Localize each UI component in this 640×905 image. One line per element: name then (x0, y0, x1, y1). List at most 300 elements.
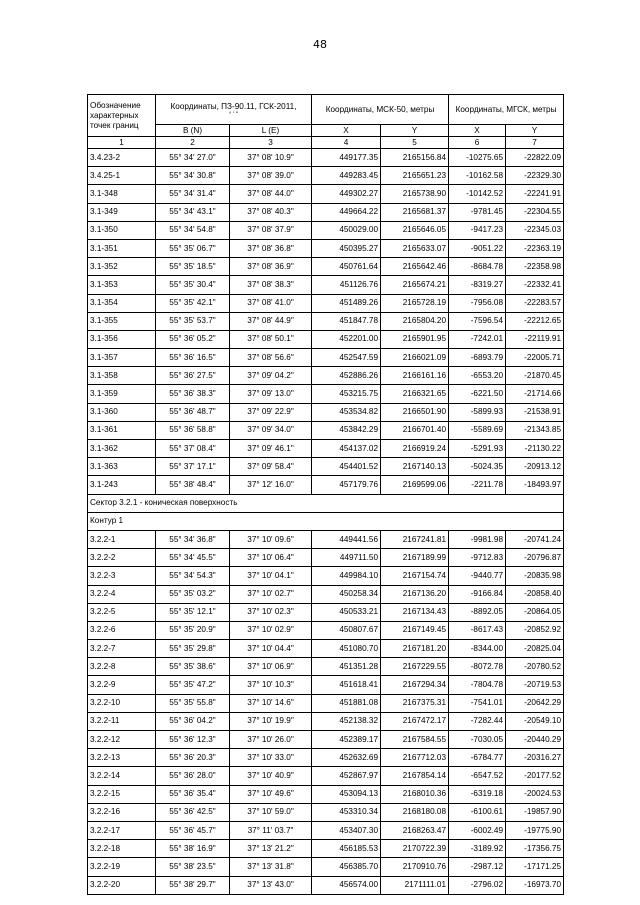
x-mgsk-cell: -7956.08 (449, 294, 506, 312)
longitude-cell: 37° 10' 04.1" (230, 567, 312, 585)
x-mgsk-cell: -2211.78 (449, 476, 506, 494)
point-name-cell: 3.2.2-15 (88, 785, 156, 803)
x-msk50-cell: 449283.45 (312, 167, 381, 185)
x-msk50-cell: 452547.59 (312, 349, 381, 367)
longitude-cell: 37° 10' 04.4" (230, 640, 312, 658)
coordinates-table (87, 94, 564, 895)
point-name-cell: 3.2.2-6 (88, 621, 156, 639)
y-msk50-cell: 2165642.46 (381, 258, 449, 276)
longitude-cell: 37° 13' 43.0" (230, 876, 312, 894)
longitude-cell: 37° 12' 16.0" (230, 476, 312, 494)
x-mgsk-cell: -5589.69 (449, 421, 506, 439)
longitude-cell: 37° 09' 22.9" (230, 403, 312, 421)
x-mgsk-cell: -7804.78 (449, 676, 506, 694)
y-msk50-cell: 2165633.07 (381, 239, 449, 257)
longitude-cell: 37° 08' 44.9" (230, 312, 312, 330)
section-row (88, 512, 564, 530)
table-row (88, 785, 564, 803)
table-row (88, 549, 564, 567)
latitude-cell: 55° 38' 29.7" (156, 876, 230, 894)
y-mgsk-cell: -20024.53 (506, 785, 564, 803)
y-msk50-cell: 2171111.01 (381, 876, 449, 894)
point-name-cell: 3.2.2-9 (88, 676, 156, 694)
point-name-cell: 3.2.2-20 (88, 876, 156, 894)
column-number: 7 (506, 137, 564, 149)
y-msk50-cell: 2165901.95 (381, 330, 449, 348)
y-mgsk-cell: -20741.24 (506, 530, 564, 548)
longitude-cell: 37° 08' 38.3" (230, 276, 312, 294)
y-msk50-cell: 2168010.36 (381, 785, 449, 803)
table-row (88, 276, 564, 294)
y-mgsk-cell: -22329.30 (506, 167, 564, 185)
latitude-cell: 55° 35' 42.1" (156, 294, 230, 312)
table-row (88, 749, 564, 767)
latitude-cell: 55° 35' 53.7" (156, 312, 230, 330)
longitude-cell: 37° 10' 19.9" (230, 712, 312, 730)
y-mgsk-cell: -22304.55 (506, 203, 564, 221)
table-row (88, 421, 564, 439)
x-msk50-cell: 452886.26 (312, 367, 381, 385)
point-name-cell: 3.2.2-19 (88, 858, 156, 876)
longitude-cell: 37° 08' 10.9" (230, 149, 312, 167)
x-mgsk-cell: -6553.20 (449, 367, 506, 385)
latitude-cell: 55° 34' 30.8" (156, 167, 230, 185)
y-msk50-cell: 2167375.31 (381, 694, 449, 712)
y-mgsk-cell: -17356.75 (506, 840, 564, 858)
y-mgsk-cell: -20796.87 (506, 549, 564, 567)
column-number: 1 (88, 137, 156, 149)
latitude-cell: 55° 34' 45.5" (156, 549, 230, 567)
y-mgsk-cell: -20913.12 (506, 458, 564, 476)
x-mgsk-cell: -8319.27 (449, 276, 506, 294)
y-mgsk-cell: -20440.29 (506, 731, 564, 749)
section-row (88, 494, 564, 512)
y-mgsk-cell: -21538.91 (506, 403, 564, 421)
point-name-cell: 3.2.2-5 (88, 603, 156, 621)
y-mgsk-cell: -20780.52 (506, 658, 564, 676)
point-name-cell: 3.1-359 (88, 385, 156, 403)
x-msk50-cell: 453094.13 (312, 785, 381, 803)
longitude-cell: 37° 09' 46.1" (230, 440, 312, 458)
longitude-cell: 37° 08' 39.0" (230, 167, 312, 185)
latitude-cell: 55° 35' 55.8" (156, 694, 230, 712)
latitude-cell: 55° 36' 20.3" (156, 749, 230, 767)
table-row (88, 221, 564, 239)
x-mgsk-cell: -7596.54 (449, 312, 506, 330)
point-name-cell: 3.1-361 (88, 421, 156, 439)
y-msk50-cell: 2165738.90 (381, 185, 449, 203)
latitude-cell: 55° 35' 06.7" (156, 239, 230, 257)
latitude-cell: 55° 35' 47.2" (156, 676, 230, 694)
header-l: L (E) (230, 125, 312, 137)
table-row (88, 640, 564, 658)
section-title: Контур 1 (88, 512, 564, 530)
latitude-cell: 55° 36' 58.8" (156, 421, 230, 439)
table-row (88, 530, 564, 548)
latitude-cell: 55° 35' 12.1" (156, 603, 230, 621)
x-mgsk-cell: -2796.02 (449, 876, 506, 894)
x-mgsk-cell: -9417.23 (449, 221, 506, 239)
table-row (88, 294, 564, 312)
point-name-cell: 3.4.23-2 (88, 149, 156, 167)
y-msk50-cell: 2167154.74 (381, 567, 449, 585)
x-msk50-cell: 456574.00 (312, 876, 381, 894)
column-number: 2 (156, 137, 230, 149)
y-mgsk-cell: -20549.10 (506, 712, 564, 730)
x-mgsk-cell: -7282.44 (449, 712, 506, 730)
latitude-cell: 55° 34' 27.0" (156, 149, 230, 167)
y-msk50-cell: 2167136.20 (381, 585, 449, 603)
x-msk50-cell: 450761.64 (312, 258, 381, 276)
longitude-cell: 37° 10' 09.6" (230, 530, 312, 548)
x-mgsk-cell: -6100.61 (449, 803, 506, 821)
x-msk50-cell: 452632.69 (312, 749, 381, 767)
table-row (88, 476, 564, 494)
point-name-cell: 3.2.2-8 (88, 658, 156, 676)
header-y-msk50: Y (381, 125, 449, 137)
longitude-cell: 37° 08' 56.6" (230, 349, 312, 367)
x-mgsk-cell: -7030.05 (449, 731, 506, 749)
table-row (88, 349, 564, 367)
x-mgsk-cell: -5899.93 (449, 403, 506, 421)
x-msk50-cell: 453842.29 (312, 421, 381, 439)
y-msk50-cell: 2166501.90 (381, 403, 449, 421)
latitude-cell: 55° 36' 42.5" (156, 803, 230, 821)
y-mgsk-cell: -16973.70 (506, 876, 564, 894)
y-msk50-cell: 2165674.21 (381, 276, 449, 294)
y-msk50-cell: 2167472.17 (381, 712, 449, 730)
latitude-cell: 55° 36' 16.5" (156, 349, 230, 367)
latitude-cell: 55° 36' 48.7" (156, 403, 230, 421)
longitude-cell: 37° 10' 02.9" (230, 621, 312, 639)
x-msk50-cell: 450029.00 (312, 221, 381, 239)
column-numbers-row (88, 137, 564, 149)
x-mgsk-cell: -8892.05 (449, 603, 506, 621)
table-row (88, 185, 564, 203)
table-row (88, 167, 564, 185)
x-mgsk-cell: -9781.45 (449, 203, 506, 221)
header-group-pz-label: Координаты, ПЗ-90.11, ГСК-2011, (170, 101, 297, 111)
y-mgsk-cell: -22358.98 (506, 258, 564, 276)
y-msk50-cell: 2168180.08 (381, 803, 449, 821)
longitude-cell: 37° 10' 06.4" (230, 549, 312, 567)
point-name-cell: 3.1-354 (88, 294, 156, 312)
x-msk50-cell: 452867.97 (312, 767, 381, 785)
y-mgsk-cell: -22005.71 (506, 349, 564, 367)
header-x-mgsk: X (449, 125, 506, 137)
x-mgsk-cell: -8072.78 (449, 658, 506, 676)
y-mgsk-cell: -20316.27 (506, 749, 564, 767)
latitude-cell: 55° 34' 43.1" (156, 203, 230, 221)
latitude-cell: 55° 36' 05.2" (156, 330, 230, 348)
x-mgsk-cell: -5291.93 (449, 440, 506, 458)
longitude-cell: 37° 11' 03.7" (230, 821, 312, 839)
x-mgsk-cell: -9440.77 (449, 567, 506, 585)
point-name-cell: 3.1-355 (88, 312, 156, 330)
x-mgsk-cell: -8684.78 (449, 258, 506, 276)
x-msk50-cell: 449302.27 (312, 185, 381, 203)
point-name-cell: 3.1-360 (88, 403, 156, 421)
x-mgsk-cell: -6547.52 (449, 767, 506, 785)
table-row (88, 676, 564, 694)
table-row (88, 621, 564, 639)
x-mgsk-cell: -8617.43 (449, 621, 506, 639)
x-mgsk-cell: -9712.83 (449, 549, 506, 567)
longitude-cell: 37° 10' 14.6" (230, 694, 312, 712)
x-msk50-cell: 454401.52 (312, 458, 381, 476)
y-mgsk-cell: -20719.53 (506, 676, 564, 694)
y-msk50-cell: 2170910.76 (381, 858, 449, 876)
latitude-cell: 55° 38' 16.9" (156, 840, 230, 858)
table-row (88, 712, 564, 730)
x-mgsk-cell: -2987.12 (449, 858, 506, 876)
x-mgsk-cell: -10142.52 (449, 185, 506, 203)
x-msk50-cell: 451489.26 (312, 294, 381, 312)
y-msk50-cell: 2166161.16 (381, 367, 449, 385)
table-row (88, 858, 564, 876)
point-name-cell: 3.2.2-13 (88, 749, 156, 767)
x-msk50-cell: 449664.22 (312, 203, 381, 221)
x-msk50-cell: 453407.30 (312, 821, 381, 839)
x-msk50-cell: 456385.70 (312, 858, 381, 876)
latitude-cell: 55° 34' 54.3" (156, 567, 230, 585)
header-designation: Обозначение характерных точек границ (88, 95, 156, 137)
y-mgsk-cell: -20177.52 (506, 767, 564, 785)
latitude-cell: 55° 38' 23.5" (156, 858, 230, 876)
point-name-cell: 3.2.2-4 (88, 585, 156, 603)
table-row (88, 203, 564, 221)
longitude-cell: 37° 10' 33.0" (230, 749, 312, 767)
y-mgsk-cell: -22241.91 (506, 185, 564, 203)
y-mgsk-cell: -20858.40 (506, 585, 564, 603)
x-msk50-cell: 457179.76 (312, 476, 381, 494)
point-name-cell: 3.1-363 (88, 458, 156, 476)
latitude-cell: 55° 37' 17.1" (156, 458, 230, 476)
x-mgsk-cell: -9166.84 (449, 585, 506, 603)
header-y-mgsk: Y (506, 125, 564, 137)
longitude-cell: 37° 09' 04.2" (230, 367, 312, 385)
x-mgsk-cell: -10162.58 (449, 167, 506, 185)
x-msk50-cell: 449711.50 (312, 549, 381, 567)
y-mgsk-cell: -17171.25 (506, 858, 564, 876)
y-msk50-cell: 2165646.05 (381, 221, 449, 239)
latitude-cell: 55° 35' 29.8" (156, 640, 230, 658)
latitude-cell: 55° 35' 30.4" (156, 276, 230, 294)
longitude-cell: 37° 08' 40.3" (230, 203, 312, 221)
latitude-cell: 55° 34' 31.4" (156, 185, 230, 203)
table-row (88, 258, 564, 276)
longitude-cell: 37° 10' 40.9" (230, 767, 312, 785)
x-mgsk-cell: -7541.01 (449, 694, 506, 712)
table-row (88, 840, 564, 858)
y-mgsk-cell: -21343.85 (506, 421, 564, 439)
latitude-cell: 55° 37' 08.4" (156, 440, 230, 458)
table-row (88, 585, 564, 603)
y-msk50-cell: 2167134.43 (381, 603, 449, 621)
column-number: 6 (449, 137, 506, 149)
y-msk50-cell: 2166701.40 (381, 421, 449, 439)
x-msk50-cell: 451080.70 (312, 640, 381, 658)
latitude-cell: 55° 36' 45.7" (156, 821, 230, 839)
y-mgsk-cell: -20835.98 (506, 567, 564, 585)
table-row (88, 658, 564, 676)
table-row (88, 403, 564, 421)
x-mgsk-cell: -6002.49 (449, 821, 506, 839)
point-name-cell: 3.1-243 (88, 476, 156, 494)
y-msk50-cell: 2167149.45 (381, 621, 449, 639)
y-msk50-cell: 2167140.13 (381, 458, 449, 476)
y-msk50-cell: 2167294.34 (381, 676, 449, 694)
x-msk50-cell: 452138.32 (312, 712, 381, 730)
table-row (88, 149, 564, 167)
longitude-cell: 37° 08' 44.0" (230, 185, 312, 203)
table-row (88, 440, 564, 458)
y-mgsk-cell: -20825.04 (506, 640, 564, 658)
table-body (88, 149, 564, 895)
header-group-pz-unit: ° ' " (229, 111, 239, 118)
point-name-cell: 3.1-352 (88, 258, 156, 276)
table-header (88, 95, 564, 149)
column-number: 3 (230, 137, 312, 149)
header-x-msk50: X (312, 125, 381, 137)
latitude-cell: 55° 36' 35.4" (156, 785, 230, 803)
point-name-cell: 3.2.2-18 (88, 840, 156, 858)
y-msk50-cell: 2167229.55 (381, 658, 449, 676)
table-row (88, 767, 564, 785)
longitude-cell: 37° 08' 50.1" (230, 330, 312, 348)
longitude-cell: 37° 10' 49.6" (230, 785, 312, 803)
table-row (88, 694, 564, 712)
y-mgsk-cell: -22345.03 (506, 221, 564, 239)
point-name-cell: 3.2.2-16 (88, 803, 156, 821)
table-row (88, 821, 564, 839)
x-msk50-cell: 454137.02 (312, 440, 381, 458)
y-mgsk-cell: -21870.45 (506, 367, 564, 385)
y-mgsk-cell: -20852.92 (506, 621, 564, 639)
x-mgsk-cell: -9981.98 (449, 530, 506, 548)
header-group-pz (156, 95, 312, 125)
point-name-cell: 3.2.2-17 (88, 821, 156, 839)
page-number: 48 (313, 38, 327, 51)
y-msk50-cell: 2166321.65 (381, 385, 449, 403)
y-mgsk-cell: -20864.05 (506, 603, 564, 621)
point-name-cell: 3.1-356 (88, 330, 156, 348)
point-name-cell: 3.1-357 (88, 349, 156, 367)
x-msk50-cell: 449177.35 (312, 149, 381, 167)
point-name-cell: 3.2.2-10 (88, 694, 156, 712)
x-msk50-cell: 450258.34 (312, 585, 381, 603)
y-msk50-cell: 2167181.20 (381, 640, 449, 658)
y-mgsk-cell: -21714.66 (506, 385, 564, 403)
latitude-cell: 55° 36' 28.0" (156, 767, 230, 785)
point-name-cell: 3.2.2-2 (88, 549, 156, 567)
latitude-cell: 55° 36' 12.3" (156, 731, 230, 749)
y-msk50-cell: 2167189.99 (381, 549, 449, 567)
point-name-cell: 3.2.2-11 (88, 712, 156, 730)
longitude-cell: 37° 08' 36.9" (230, 258, 312, 276)
x-mgsk-cell: -6319.18 (449, 785, 506, 803)
point-name-cell: 3.2.2-12 (88, 731, 156, 749)
longitude-cell: 37° 10' 02.7" (230, 585, 312, 603)
point-name-cell: 3.2.2-3 (88, 567, 156, 585)
table-row (88, 239, 564, 257)
section-title: Сектор 3.2.1 - коническая поверхность (88, 494, 564, 512)
x-mgsk-cell: -6221.50 (449, 385, 506, 403)
latitude-cell: 55° 35' 03.2" (156, 585, 230, 603)
x-mgsk-cell: -7242.01 (449, 330, 506, 348)
point-name-cell: 3.2.2-14 (88, 767, 156, 785)
point-name-cell: 3.1-353 (88, 276, 156, 294)
x-msk50-cell: 449441.56 (312, 530, 381, 548)
latitude-cell: 55° 36' 38.3" (156, 385, 230, 403)
longitude-cell: 37° 08' 36.8" (230, 239, 312, 257)
table-row (88, 603, 564, 621)
longitude-cell: 37° 10' 02.3" (230, 603, 312, 621)
y-mgsk-cell: -20642.29 (506, 694, 564, 712)
x-msk50-cell: 451847.78 (312, 312, 381, 330)
latitude-cell: 55° 35' 38.6" (156, 658, 230, 676)
y-msk50-cell: 2165156.84 (381, 149, 449, 167)
longitude-cell: 37° 13' 31.8" (230, 858, 312, 876)
y-mgsk-cell: -22212.65 (506, 312, 564, 330)
y-msk50-cell: 2166919.24 (381, 440, 449, 458)
y-msk50-cell: 2170722.39 (381, 840, 449, 858)
point-name-cell: 3.2.2-7 (88, 640, 156, 658)
table-row (88, 367, 564, 385)
column-number: 4 (312, 137, 381, 149)
x-msk50-cell: 453534.82 (312, 403, 381, 421)
y-msk50-cell: 2166021.09 (381, 349, 449, 367)
x-mgsk-cell: -9051.22 (449, 239, 506, 257)
y-msk50-cell: 2167584.55 (381, 731, 449, 749)
point-name-cell: 3.1-348 (88, 185, 156, 203)
point-name-cell: 3.1-362 (88, 440, 156, 458)
point-name-cell: 3.2.2-1 (88, 530, 156, 548)
x-msk50-cell: 451126.76 (312, 276, 381, 294)
y-msk50-cell: 2167712.03 (381, 749, 449, 767)
point-name-cell: 3.4.25-1 (88, 167, 156, 185)
y-mgsk-cell: -19857.90 (506, 803, 564, 821)
latitude-cell: 55° 34' 54.8" (156, 221, 230, 239)
y-msk50-cell: 2167241.81 (381, 530, 449, 548)
column-number: 5 (381, 137, 449, 149)
y-mgsk-cell: -19775.90 (506, 821, 564, 839)
point-name-cell: 3.1-349 (88, 203, 156, 221)
x-mgsk-cell: -10275.65 (449, 149, 506, 167)
y-msk50-cell: 2165728.19 (381, 294, 449, 312)
table-row (88, 876, 564, 894)
latitude-cell: 55° 38' 48.4" (156, 476, 230, 494)
x-msk50-cell: 453310.34 (312, 803, 381, 821)
point-name-cell: 3.1-358 (88, 367, 156, 385)
latitude-cell: 55° 34' 36.8" (156, 530, 230, 548)
y-msk50-cell: 2165804.20 (381, 312, 449, 330)
x-msk50-cell: 451618.41 (312, 676, 381, 694)
longitude-cell: 37° 09' 58.4" (230, 458, 312, 476)
longitude-cell: 37° 10' 26.0" (230, 731, 312, 749)
y-msk50-cell: 2165651.23 (381, 167, 449, 185)
x-msk50-cell: 451351.28 (312, 658, 381, 676)
latitude-cell: 55° 35' 18.5" (156, 258, 230, 276)
latitude-cell: 55° 36' 04.2" (156, 712, 230, 730)
longitude-cell: 37° 09' 13.0" (230, 385, 312, 403)
table-row (88, 312, 564, 330)
x-mgsk-cell: -5024.35 (449, 458, 506, 476)
x-msk50-cell: 456185.53 (312, 840, 381, 858)
latitude-cell: 55° 35' 20.9" (156, 621, 230, 639)
y-msk50-cell: 2165681.37 (381, 203, 449, 221)
x-msk50-cell: 451881.08 (312, 694, 381, 712)
